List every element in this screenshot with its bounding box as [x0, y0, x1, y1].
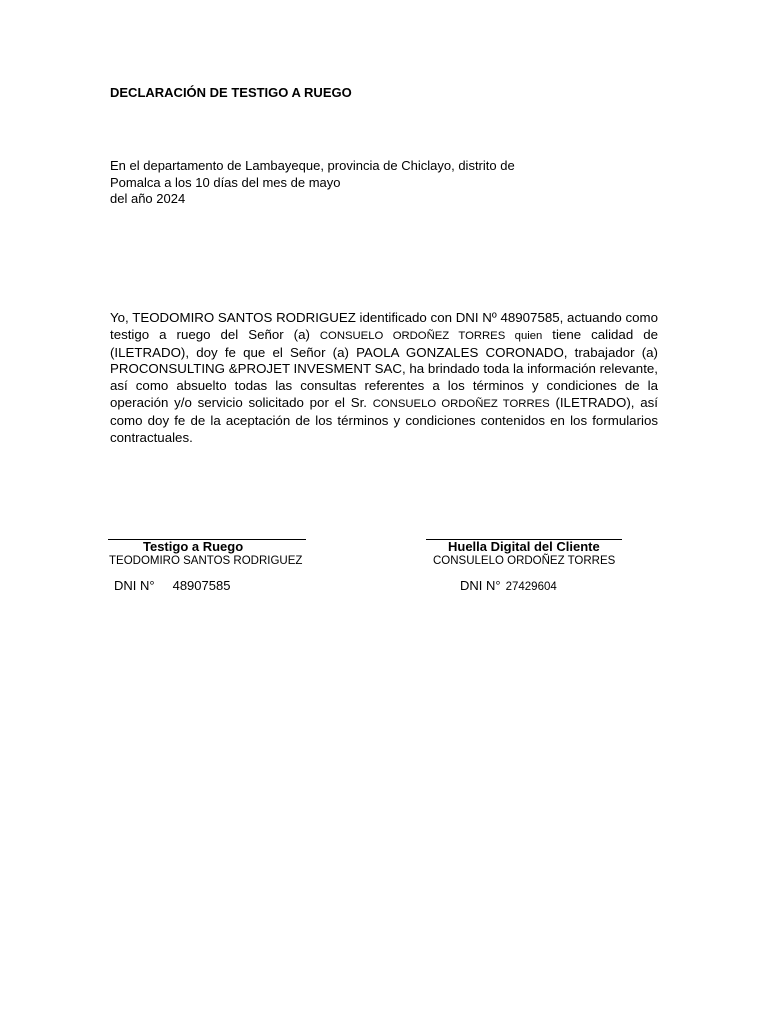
intro-line-2: Pomalca a los 10 días del mes de mayo	[110, 174, 341, 190]
client-dni-label: DNI N°	[460, 578, 501, 593]
declaration-text-2: tiene calidad de (ILETRADO), doy fe que el Señor (a) PAOLA GONZALES CORONADO, trabajador (a) PROCONSULTING &PROJET INVESMENT SAC, ha brindado toda la información relevante, así como absuelto todas las consultas referentes a los términos y condiciones de la operación y/o servicio solicitado por el Sr.	[110, 326, 658, 410]
witness-dni	[114, 578, 230, 593]
intro-line-1: En el departamento de Lambayeque, provincia de Chiclayo, distrito de	[110, 158, 515, 173]
client-name-2: CONSUELO ORDOÑEZ TORRES	[372, 397, 550, 410]
client-dni-value: 27429604	[505, 581, 557, 593]
intro-line-3: del año 2024	[110, 191, 186, 206]
witness-dni-label: DNI N°	[114, 578, 155, 593]
declaration-text-1: Yo, TEODOMIRO SANTOS RODRIGUEZ identificado con DNI Nº 48907585, actuando como testigo a ruego del Señor (a)	[110, 310, 658, 342]
declaration-paragraph	[110, 310, 658, 446]
document-title: DECLARACIÓN DE TESTIGO A RUEGO	[110, 85, 352, 100]
declaration-text-3: (ILETRADO), así como doy fe de la aceptación de los términos y condiciones contenidos en los formularios contractuales.	[110, 394, 658, 445]
client-dni	[460, 578, 557, 593]
client-name-1: CONSUELO ORDOÑEZ TORRES quien	[319, 329, 543, 342]
client-name: CONSULELO ORDOÑEZ TORRES	[433, 555, 616, 567]
witness-name: TEODOMIRO SANTOS RODRIGUEZ	[109, 555, 303, 567]
witness-dni-value: 48907585	[172, 578, 231, 593]
intro-paragraph	[110, 158, 570, 208]
fingerprint-signature-title: Huella Digital del Cliente	[448, 539, 600, 554]
witness-signature-title: Testigo a Ruego	[143, 539, 244, 554]
